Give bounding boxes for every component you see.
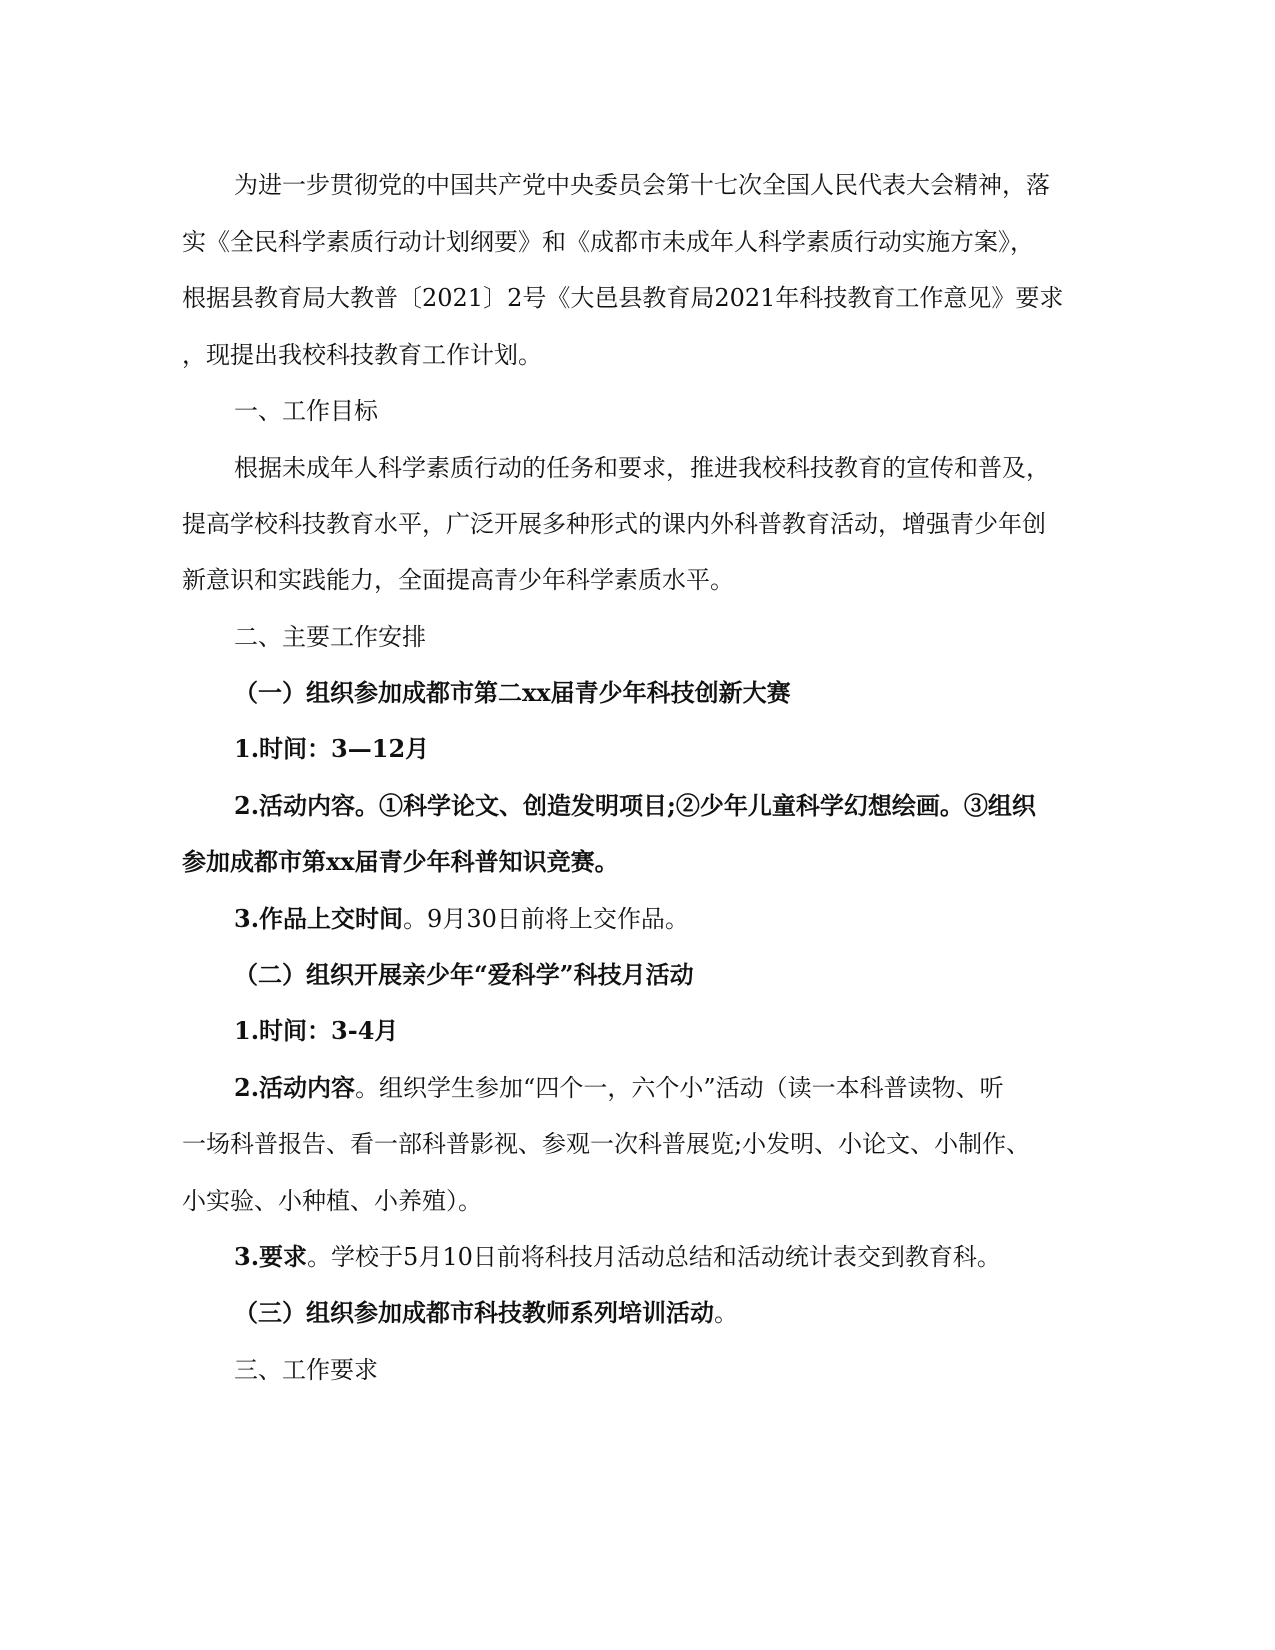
intro-line-4: ，现提出我校科技教育工作计划。 [182, 341, 542, 369]
subsection-3-title-tail: 。 [714, 1299, 738, 1327]
subsection-1-item-1: 1.时间：3—12月 [234, 734, 430, 763]
subsection-3-title-line [234, 1296, 1134, 1330]
subsection-2-item-3-text: 。学校于5月10日前将科技月活动总结和活动统计表交到教育科。 [307, 1243, 1001, 1271]
subsection-2-item-2-line-2: 一场科普报告、看一部科普影视、参观一次科普展览;小发明、小论文、小制作、 [182, 1130, 1031, 1158]
subsection-1-item-2-line-2: 参加成都市第xx届青少年科普知识竞赛。 [182, 847, 619, 876]
subsection-2-item-2-line-3: 小实验、小种植、小养殖）。 [182, 1187, 482, 1215]
subsection-2-item-2-label: 2.活动内容 [234, 1073, 356, 1102]
section-2-heading: 二、主要工作安排 [234, 623, 426, 651]
subsection-2-item-2-line-1 [234, 1071, 1134, 1105]
intro-line-1: 为进一步贯彻党的中国共产党中央委员会第十七次全国人民代表大会精神，落 [234, 171, 1050, 199]
subsection-1-title: （一）组织参加成都市第二xx届青少年科技创新大赛 [234, 678, 791, 707]
subsection-2-item-3-label: 3.要求 [234, 1242, 308, 1271]
section-1-heading: 一、工作目标 [234, 397, 378, 425]
section-3-heading: 三、工作要求 [234, 1356, 378, 1384]
intro-line-3: 根据县教育局大教普〔2021〕2号《大邑县教育局2021年科技教育工作意见》要求 [182, 284, 1064, 312]
subsection-1-item-3-label: 3.作品上交时间 [234, 904, 404, 933]
subsection-3-title: （三）组织参加成都市科技教师系列培训活动 [234, 1298, 714, 1327]
intro-line-2: 实《全民科学素质行动计划纲要》和《成都市未成年人科学素质行动实施方案》， [182, 228, 1034, 256]
subsection-2-item-1: 1.时间：3-4月 [234, 1016, 399, 1045]
section-1-line-3: 新意识和实践能力，全面提高青少年科学素质水平。 [182, 566, 734, 594]
subsection-1-item-2-line-1: 2.活动内容。①科学论文、创造发明项目;②少年儿童科学幻想绘画。③组织 [234, 791, 1036, 820]
subsection-1-item-3 [234, 902, 1134, 936]
section-1-line-2: 提高学校科技教育水平，广泛开展多种形式的课内外科普教育活动，增强青少年创 [182, 510, 1046, 538]
subsection-2-item-3 [234, 1240, 1134, 1274]
subsection-1-item-3-text: 。9月30日前将上交作品。 [403, 905, 689, 933]
subsection-2-item-2-text: 。组织学生参加“四个一，六个小”活动（读一本科普读物、听 [355, 1074, 1004, 1102]
subsection-2-title: （二）组织开展亲少年“爱科学”科技月活动 [234, 960, 694, 989]
section-1-line-1: 根据未成年人科学素质行动的任务和要求，推进我校科技教育的宣传和普及， [234, 454, 1050, 482]
